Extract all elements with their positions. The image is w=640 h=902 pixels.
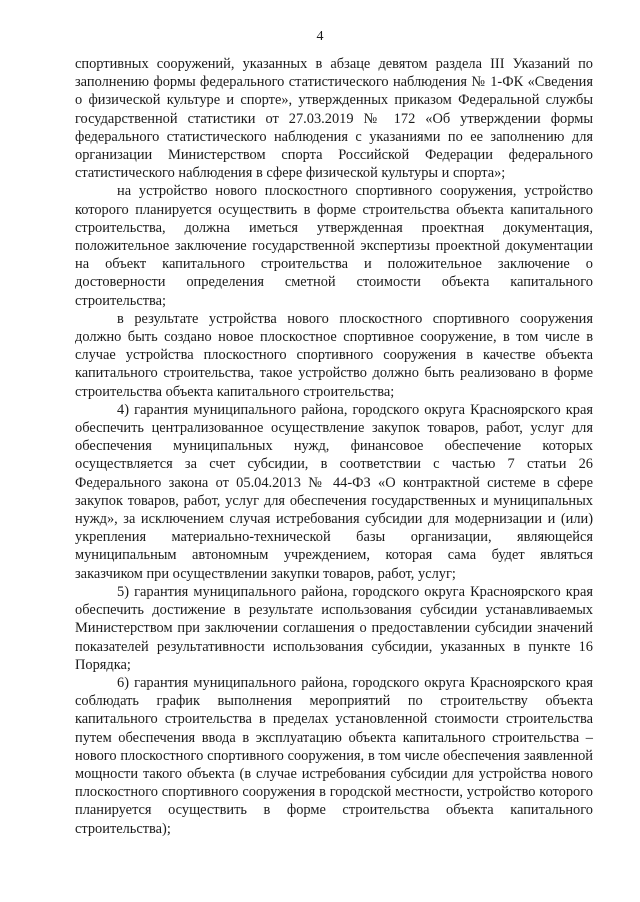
page-number: 4 — [316, 29, 324, 44]
paragraph-project-documentation: на устройство нового плоскостного спортивного сооружения, устройство которого планируется осуществить в форме строительства объекта капитального строительства, должна иметься утвержденная проектная документация, положительное заключение государственной экспертизы проектной документации на объект капитального строительства и положительное заключение о достоверности определения сметной стоимости объекта капитального строительства; — [75, 183, 593, 309]
paragraph-item-5-performance: 5) гарантия муниципального района, городского округа Красноярского края обеспечить достижение в результате использования субсидии устанавливаемых Министерством при заключении соглашения о предоставлении субсидии значений показателей результативности использования субсидии, указанных в пункте 16 Порядка; — [75, 583, 593, 673]
paragraph-continuation: спортивных сооружений, указанных в абзаце девятом раздела III Указаний по заполнению формы федерального статистического наблюдения № 1-ФК «Сведения о физической культуре и спорте», утвержденных приказом Федеральной службы государственной статистики от 27.03.2019 № 172 «Об утверждении формы федерального статистического наблюдения с указаниями по ее заполнению для организации Министерством спорта Российской Федерации федерального статистического наблюдения в сфере физической культуры и спорта»; — [75, 56, 593, 182]
paragraph-item-4-procurement: 4) гарантия муниципального района, городского округа Красноярского края обеспечить централизованное осуществление закупок товаров, работ, услуг для обеспечения муниципальных нужд, финансовое обеспечение которых осуществляется за счет субсидии, в соответствии с частью 7 статьи 26 Федерального закона от 05.04.2013 № 44-ФЗ «О контрактной системе в сфере закупок товаров, работ, услуг для обеспечения государственных и муниципальных нужд», за исключением случая истребования субсидии для модернизации и (или) укрепления материально-технической базы организации, являющейся муниципальным автономным учреждением, которая сама будет являться заказчиком при осуществлении закупки товаров, работ, услуг; — [75, 401, 593, 582]
paragraph-new-facility-result: в результате устройства нового плоскостного спортивного сооружения должно быть создано новое плоскостное спортивное сооружение, в том числе в случае устройства плоскостного спортивного сооружения в качестве объекта капитального строительства, такое устройство должно быть реализовано в форме строительства объекта капитального строительства; — [75, 310, 593, 400]
paragraph-item-6-schedule: 6) гарантия муниципального района, городского округа Красноярского края соблюдать график выполнения мероприятий по строительству объекта капитального строительства в пределах установленной стоимости строительства путем обеспечения ввода в эксплуатацию объекта капитального строительства – нового плоскостного спортивного сооружения, в том числе обеспечения заявленной мощности такого объекта (в случае истребования субсидии для устройства нового плоскостного спортивного сооружения в городской местности, устройство которого планируется осуществить в форме строительства объекта капитального строительства); — [75, 674, 593, 837]
document-body — [75, 55, 593, 838]
